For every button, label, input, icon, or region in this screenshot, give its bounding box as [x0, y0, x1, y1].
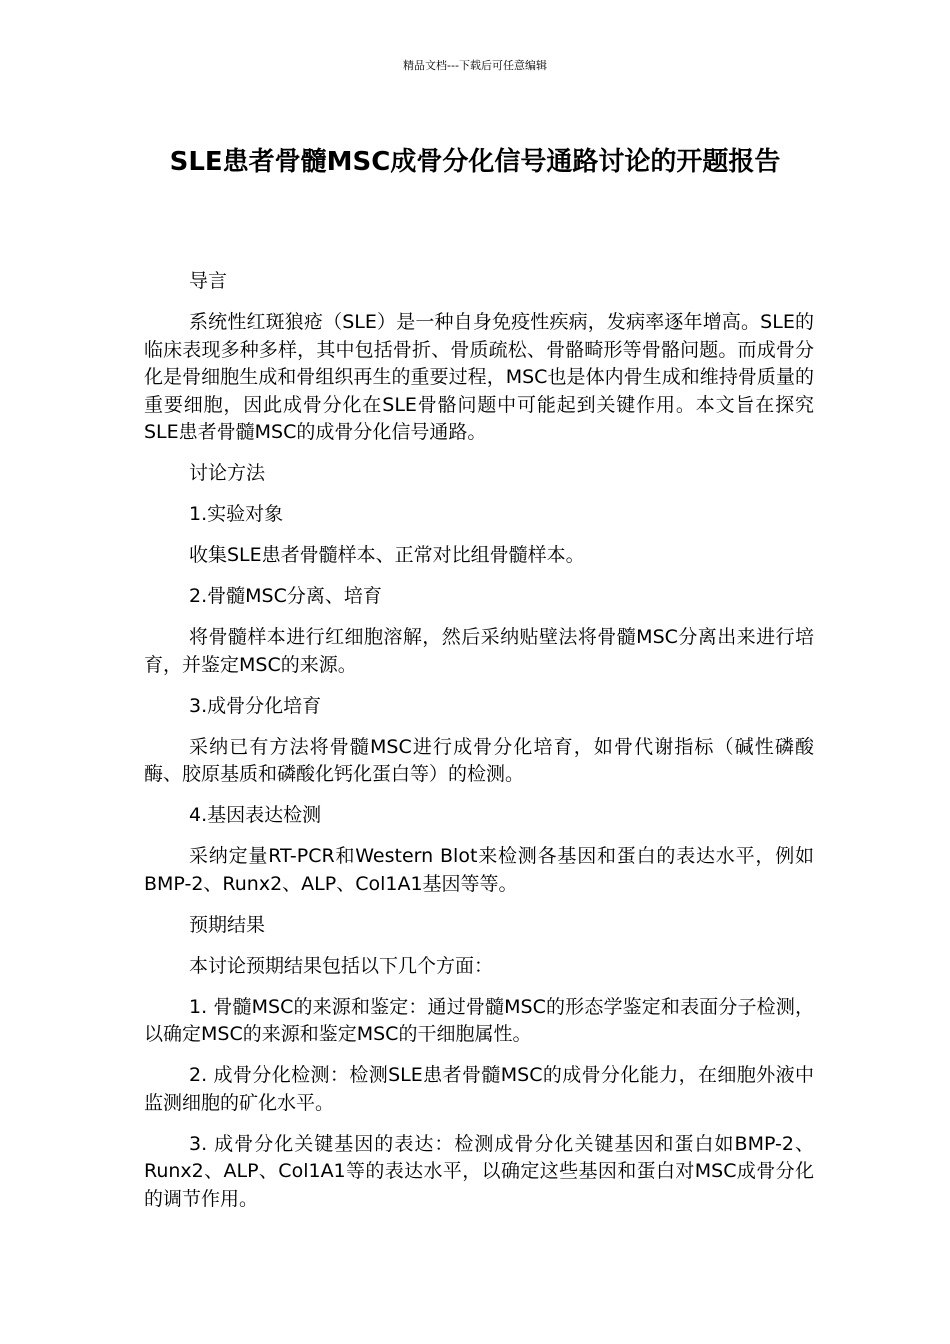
subheading-gene-expression: 4.基因表达检测: [189, 804, 322, 826]
document-title: SLE患者骨髓MSC成骨分化信号通路讨论的开题报告: [169, 147, 781, 177]
paragraph-expected-intro: 本讨论预期结果包括以下几个方面：: [189, 954, 494, 977]
section-heading-methods: 讨论方法: [189, 462, 266, 484]
paragraph-expected-2: 2. 成骨分化检测：检测SLE患者骨髓MSC的成骨分化能力，在细胞外液中监测细胞的矿化水平。: [144, 1064, 814, 1114]
subheading-osteogenic-culture: 3.成骨分化培育: [189, 694, 322, 717]
section-heading-introduction: 导言: [189, 270, 228, 292]
paragraph-introduction: 系统性红斑狼疮（SLE）是一种自身免疫性疾病，发病率逐年增高。SLE的临床表现多种多样，其中包括骨折、骨质疏松、骨骼畸形等骨骼问题。而成骨分化是骨细胞生成和骨组织再生的重要过程，MSC也是体内骨生成和维持骨质量的重要细胞，因此成骨分化在SLE骨骼问题中可能起到关键作用。本文旨在探究SLE患者骨髓MSC的成骨分化信号通路。: [144, 311, 814, 443]
document-body: [144, 268, 814, 1227]
section-heading-expected-results: 预期结果: [189, 913, 266, 936]
paragraph-msc-isolation: 将骨髓样本进行红细胞溶解，然后采纳贴壁法将骨髓MSC分离出来进行培育，并鉴定MSC的来源。: [144, 626, 814, 676]
paragraph-subjects: 收集SLE患者骨髓样本、正常对比组骨髓样本。: [189, 544, 585, 566]
subheading-msc-isolation: 2.骨髓MSC分离、培育: [189, 585, 382, 607]
paragraph-osteogenic-culture: 采纳已有方法将骨髓MSC进行成骨分化培育，如骨代谢指标（碱性磷酸酶、胶原基质和磷酸化钙化蛋白等）的检测。: [144, 735, 814, 785]
page-header: 精品文档---下载后可任意编辑: [403, 59, 547, 72]
paragraph-gene-expression: 采纳定量RT-PCR和Western Blot来检测各基因和蛋白的表达水平，例如BMP-2、Runx2、ALP、Col1A1基因等等。: [144, 845, 814, 895]
paragraph-expected-1: 1. 骨髓MSC的来源和鉴定：通过骨髓MSC的形态学鉴定和表面分子检测，以确定MSC的来源和鉴定MSC的干细胞属性。: [144, 995, 814, 1045]
subheading-subjects: 1.实验对象: [189, 503, 284, 525]
paragraph-expected-3: 3. 成骨分化关键基因的表达：检测成骨分化关键基因和蛋白如BMP-2、Runx2、ALP、Col1A1等的表达水平，以确定这些基因和蛋白对MSC成骨分化的调节作用。: [144, 1132, 814, 1210]
